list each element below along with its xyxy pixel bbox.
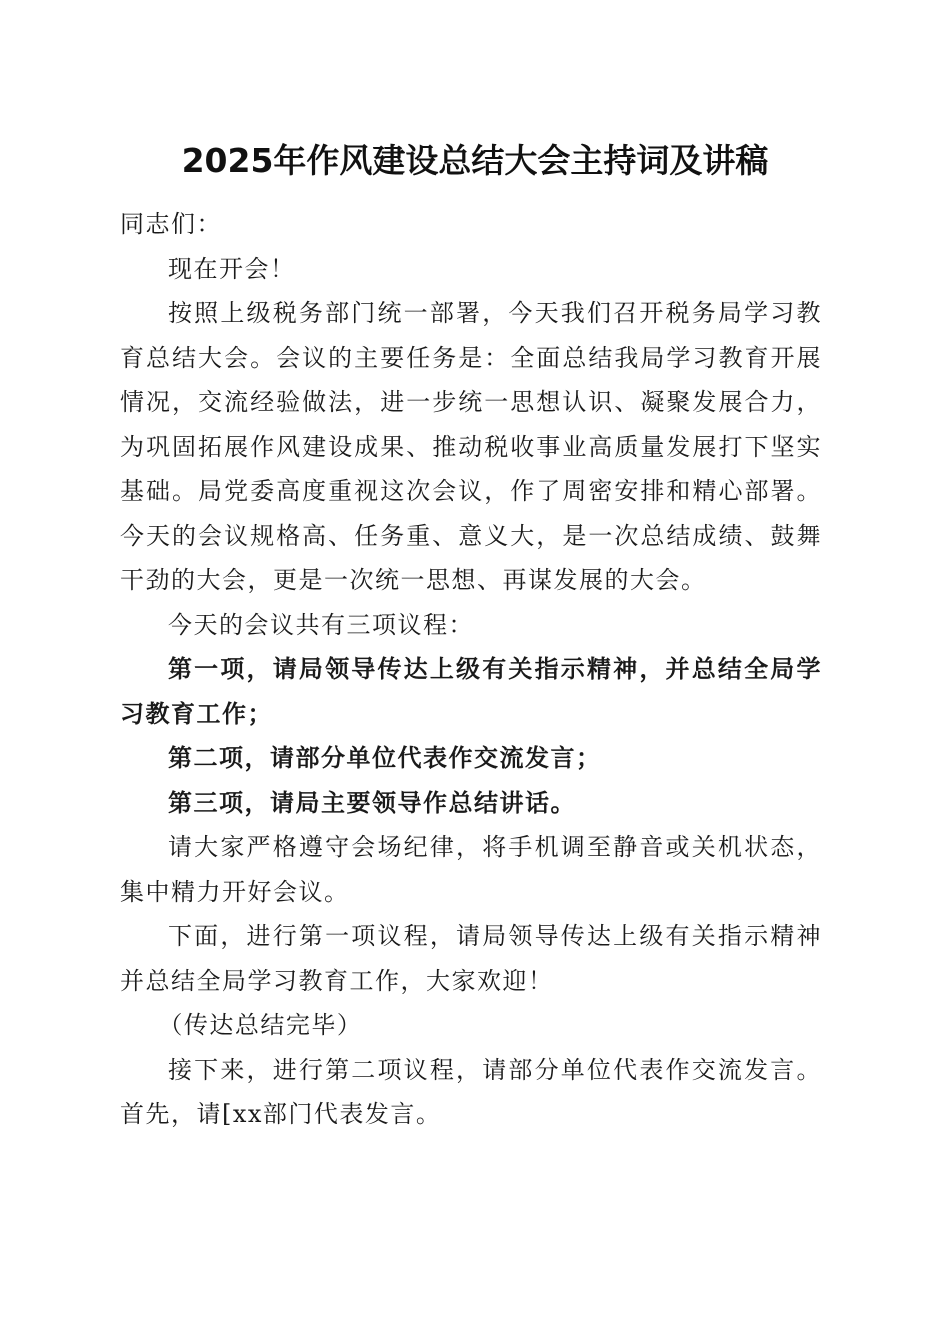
paragraph-agenda-intro: 今天的会议共有三项议程： (168, 610, 474, 639)
document-body (120, 202, 822, 1137)
paragraph-second-item: 接下来，进行第二项议程，请部分单位代表作交流发言。首先，请[xx部门代表发言。 (120, 1055, 822, 1128)
paragraph-purpose: 按照上级税务部门统一部署，今天我们召开税务局学习教育总结大会。会议的主要任务是：全面总结我局学习教育开展情况，交流经验做法，进一步统一思想认识、凝聚发展合力，为巩固拓展作风建设成果、推动税收事业高质量发展打下坚实基础。局党委高度重视这次会议，作了周密安排和精心部署。今天的会议规格高、任务重、意义大，是一次总结成绩、鼓舞干劲的大会，更是一次统一思想、再谋发展的大会。 (120, 299, 822, 594)
paragraph-first-item: 下面，进行第一项议程，请局领导传达上级有关指示精神并总结全局学习教育工作，大家欢迎！ (120, 922, 822, 995)
agenda-item-2: 第二项，请部分单位代表作交流发言； (168, 743, 602, 772)
paragraph-stage-note: （传达总结完毕） (158, 1011, 363, 1039)
document-title: 2025年作风建设总结大会主持词及讲稿 (181, 141, 769, 180)
agenda-item-3: 第三项，请局主要领导作总结讲话。 (168, 787, 576, 817)
paragraph-discipline: 请大家严格遵守会场纪律，将手机调至静音或关机状态，集中精力开好会议。 (120, 833, 822, 906)
salutation: 同志们： (120, 210, 222, 238)
paragraph-opening: 现在开会！ (168, 254, 296, 283)
agenda-item-1: 第一项，请局领导传达上级有关指示精神，并总结全局学习教育工作； (120, 654, 822, 728)
